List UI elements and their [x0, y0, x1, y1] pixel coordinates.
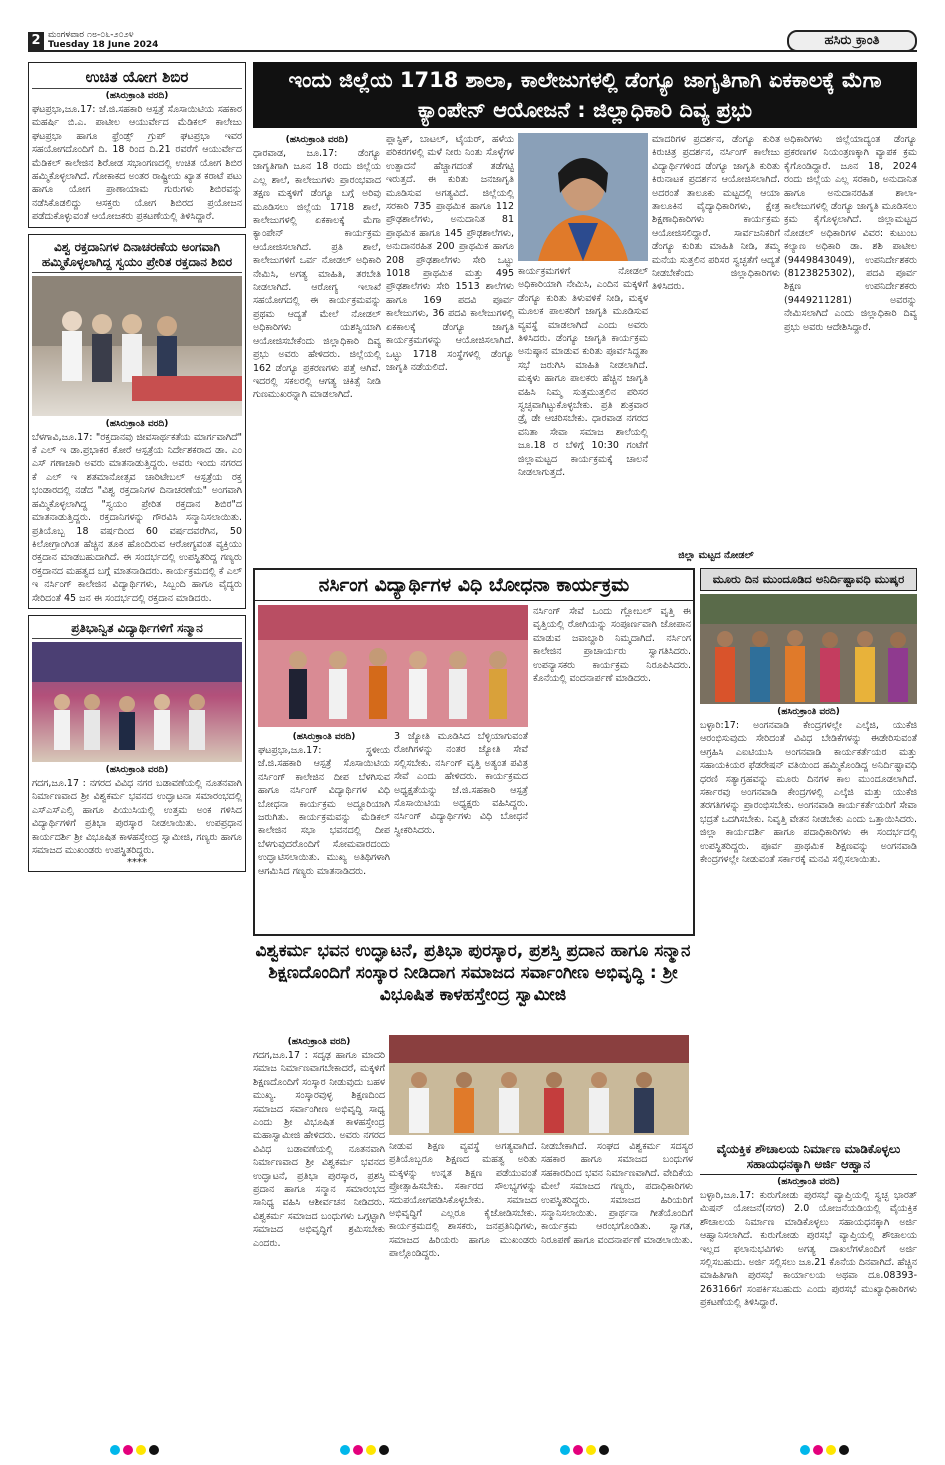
date-kannada: ಮಂಗಳವಾರ ೧೮-೦೬-೨೦೨೪ [48, 30, 134, 40]
blood-donation-photo-icon [32, 276, 242, 416]
dengue-body-5: ಅಧಿಕಾರಿಗಳು ಜಿಲ್ಲೆಯಾದ್ಯಂತ ಡೆಂಗ್ಯೂ ಪ್ರಕರಣಗಳ ನಿಯಂತ್ರಣಕ್ಕಾಗಿ ವ್ಯಾಪಕ ಕ್ರಮ ಕೈಗೊಂಡಿದ್ದಾರೆ. ಜೂನ 18, 2024 ರಂದು ಜಿಲ್ಲೆಯ ಎಲ್ಲ ಸರಕಾರಿ, ಅನುದಾನಿತ ಹಾಗೂ ಅನುದಾನರಹಿತ ಶಾಲಾ-ಕಾಲೇಜುಗಳಲ್ಲಿ ಡೆಂಗ್ಯೂ ಜಾಗೃತಿ ಮೂಡಿಸಲು ಕ್ರಮ ಕೈಗೊಳ್ಳಲಾಗಿದೆ. ಜಿಲ್ಲಾಮಟ್ಟದ ನೋಡಲ್ ಅಧಿಕಾರಿಗಳ ವಿವರ: ಕುಟುಂಬ ಕಲ್ಯಾಣ ಅಧಿಕಾರಿ ಡಾ. ಶಶಿ ಪಾಟೀಲ (9449843049), ಉಪನಿರ್ದೇಶಕರು (8123825302), ಪದವಿ ಪೂರ್ವ ಶಿಕ್ಷಣ ಉಪನಿರ್ದೇಶಕರು (9449211281) ಅವರನ್ನು ನೇಮಿಸಲಾಗಿದೆ ಎಂದು ಜಿಲ್ಲಾಧಿಕಾರಿ ದಿವ್ಯ ಪ್ರಭು ಅವರು ಆದೇಶಿಸಿದ್ದಾರೆ. [784, 134, 917, 333]
registration-marks-center-right [560, 1445, 609, 1457]
vishwakarma-col-1 [253, 1035, 385, 1435]
toilet-byline: (ಹಸಿರುಕ್ರಾಂತಿ ವರದಿ) [777, 1177, 840, 1187]
blood-article [28, 234, 246, 609]
blood-title: ವಿಶ್ವ ರಕ್ತದಾನಿಗಳ ದಿನಾಚರಣೆಯ ಅಂಗವಾಗಿ ಹಮ್ಮಿಕೊಳ್ಳಲಾಗಿದ್ದ ಸ್ವಯಂ ಪ್ರೇರಿತ ರಕ್ತದಾನ ಶಿಬಿರ [32, 238, 242, 273]
issue-date [48, 30, 158, 50]
registration-marks-center-left [340, 1445, 389, 1457]
blood-photo [32, 276, 242, 416]
nursing-ceremony-photo-icon [258, 605, 528, 727]
dengue-body-3: ಕಾರ್ಯಕ್ರಮಗಳಿಗೆ ನೋಡಲ್ ಅಧಿಕಾರಿಯಾಗಿ ನೇಮಿಸಿ, ಎಂದಿನ ಮಕ್ಕಳಿಗೆ ಡೆಂಗ್ಯೂ ಕುರಿತು ತಿಳುವಳಿಕೆ ನೀಡಿ, ಮಕ್ಕಳ ಮೂಲಕ ಪಾಲಕರಿಗೆ ಜಾಗೃತಿ ಮೂಡಿಸುವ ವ್ಯವಸ್ಥೆ ಮಾಡಲಾಗಿದೆ ಎಂದು ಅವರು ತಿಳಿಸಿದರು. ಡೆಂಗ್ಯೂ ಜಾಗೃತಿ ಕಾರ್ಯಕ್ರಮ ಅನುಷ್ಠಾನ ಮಾಡುವ ಕುರಿತು ಪೂರ್ವಸಿದ್ದತಾ ಸಭೆ ಜರುಗಿಸಿ ಮಾಹಿತಿ ನೀಡಲಾಗಿದೆ. ಮಕ್ಕಳು ಹಾಗೂ ಪಾಲಕರು ಹೆಚ್ಚಿನ ಜಾಗೃತಿ ವಹಿಸಿ ನಿಮ್ಮ ಸುತ್ತಮುತ್ತಲಿನ ಪರಿಸರ ಸ್ವಚ್ಛವಾಗಿಟ್ಟುಕೊಳ್ಳಬೇಕು. ಪ್ರತಿ ಶುಕ್ರವಾರ ಡ್ರೈ ಡೇ ಆಚರಿಸಬೇಕು. ಧಾರವಾಡ ನಗರದ ವನಿತಾ ಸೇವಾ ಸಮಾಜ ಶಾಲೆಯಲ್ಲಿ ಜೂ.18 ರ ಬೆಳಿಗ್ಗೆ 10:30 ಗಂಟೆಗೆ ಜಿಲ್ಲಾಮಟ್ಟದ ಕಾರ್ಯಕ್ರಮಕ್ಕೆ ಚಾಲನೆ ನೀಡಲಾಗುತ್ತದೆ. [518, 266, 648, 479]
dengue-col-2 [386, 133, 514, 563]
nursing-col-1 [258, 730, 390, 932]
newspaper-brand: ಹಸಿರು ಕ್ರಾಂತಿ [787, 30, 917, 52]
strike-body: ಬಳ್ಳಾರಿ:17: ಅಂಗನವಾಡಿ ಕೇಂದ್ರಗಳಲ್ಲೇ ಎಲ್ಕೆಜಿ, ಯುಕೆಜಿ ಆರಂಭಿಸುವುದು ಸೇರಿದಂತೆ ವಿವಿಧ ಬೇಡಿಕೆಗಳನ್ನು ಈಡೇರಿಸುವಂತೆ ಆಗ್ರಹಿಸಿ ಎಐಟಿಯುಸಿ ಅಂಗನವಾಡಿ ಕಾರ್ಯಕರ್ತೆಯರ ಮತ್ತು ಸಹಾಯಕಿಯರ ಫೆಡರೇಷನ್ ವತಿಯಿಂದ ಹಮ್ಮಿಕೊಂಡಿದ್ದ ಅನಿರ್ದಿಷ್ಟಾವಧಿ ಧರಣಿ ಸತ್ಯಾಗ್ರಹವನ್ನು ಮೂರು ದಿನಗಳ ಕಾಲ ಮುಂದೂಡಲಾಗಿದೆ. ಸರ್ಕಾರವು ಅಂಗನವಾಡಿ ಕೇಂದ್ರಗಳಲ್ಲಿ ಎಲ್ಕೆಜಿ ಮತ್ತು ಯುಕೆಜಿ ತರಗತಿಗಳನ್ನು ಪ್ರಾರಂಭಿಸಬೇಕು. ಅಂಗನವಾಡಿ ಕಾರ್ಯಕರ್ತೆಯರಿಗೆ ಸೇವಾ ಭದ್ರತೆ ಒದಗಿಸಬೇಕು. ನಿವೃತ್ತಿ ವೇತನ ನೀಡಬೇಕು ಎಂದು ಒತ್ತಾಯಿಸಿದರು. ಜಿಲ್ಲಾ ಕಾರ್ಯದರ್ಶಿ ಹಾಗೂ ಪದಾಧಿಕಾರಿಗಳು ಈ ಸಂದರ್ಭದಲ್ಲಿ ಉಪಸ್ಥಿತರಿದ್ದರು. ಪೂರ್ವ ಪ್ರಾಥಮಿಕ ಶಿಕ್ಷಣವನ್ನು ಅಂಗನವಾಡಿ ಕೇಂದ್ರಗಳಲ್ಲೇ ನೀಡುವಂತೆ ಸರ್ಕಾರಕ್ಕೆ ಮನವಿ ಸಲ್ಲಿಸಲಾಯಿತು. [700, 720, 917, 866]
strike-article [700, 568, 917, 1136]
honor-article [28, 615, 246, 872]
vishwakarma-photo [389, 1035, 689, 1135]
nursing-photo [258, 605, 528, 727]
yoga-body: ಘಟಪ್ರಭಾ,ಜೂ.17: ಜೆ.ಜಿ.ಸಹಕಾರಿ ಆಸ್ಪತ್ರೆ ಸೊಸಾಯಿಟಿಯ ಸಹಕಾರ ಮಹರ್ಷಿ ಬಿ.ಎ. ಪಾಟೀಲ ಆಯುರ್ವೇದ ಮೆಡಿಕಲ್ ಕಾಲೇಜು ಘಟಪ್ರಭಾ ಹಾಗೂ ಫ್ರೆಂಡ್ಸ್ ಗ್ರುಪ್ ಘಟಪ್ರಭಾ ಇವರ ಸಹಯೋಗದೊಂದಿಗೆ ದಿ. 18 ರಿಂದ ದಿ.21 ರವರೆಗೆ ಆಯುರ್ವೇದ ಮೆಡಿಕಲ್ ಕಾಲೇಜಿನ ಶಿರೋಡ ಸಭಾಂಗಣದಲ್ಲಿ ಉಚಿತ ಯೋಗ ಶಿಬಿರ ಹಮ್ಮಿಕೊಳ್ಳಲಾಗಿದೆ. ಗೋಕಾಕದ ಅಂತರ ರಾಷ್ಟ್ರೀಯ ಖ್ಯಾತ ಕರಾಟೆ ಪಟು ಹಾಗೂ ಯೋಗ ಪ್ರಾಣಾಯಾಮ ಗುರುಗಳು ಶಿಬಿರವನ್ನು ನಡೆಸಿಕೊಡಲಿದ್ದು ಆಸಕ್ತರು ಯೋಗ ಶಿಬಿರದ ಪ್ರಯೋಜನ ಪಡೆದುಕೊಳ್ಳುವಂತೆ ಆಯೋಜಕರು ಪ್ರಕಟಣೆಯಲ್ಲಿ ತಿಳಿಸಿದ್ದಾರೆ. [32, 104, 242, 223]
dengue-col-5 [784, 133, 917, 563]
dengue-byline: (ಹಸಿರುಕ್ರಾಂತಿ ವರದಿ) [285, 135, 349, 145]
honor-byline: (ಹಸಿರುಕ್ರಾಂತಿ ವರದಿ) [105, 764, 169, 775]
strike-protest-photo-icon [700, 594, 917, 704]
vishwakarma-byline: (ಹಸಿರುಕ್ರಾಂತಿ ವರದಿ) [287, 1037, 351, 1047]
yoga-byline: (ಹಸಿರುಕ್ರಾಂತಿ ವರದಿ) [105, 91, 169, 101]
nursing-title: ನರ್ಸಿಂಗ ವಿದ್ಯಾರ್ಥಿಗಳ ವಿಧಿ ಬೋಧನಾ ಕಾರ್ಯಕ್ರಮ [255, 570, 693, 601]
nursing-byline: (ಹಸಿರುಕ್ರಾಂತಿ ವರದಿ) [292, 732, 356, 742]
strike-photo [700, 594, 917, 704]
blood-byline: (ಹಸಿರುಕ್ರಾಂತಿ ವರದಿ) [105, 418, 169, 429]
left-column [28, 62, 246, 1432]
dengue-col-1 [253, 133, 381, 563]
nursing-body-2: 3 ಜ್ಯೋತಿ ಮೂಡಿಸಿದ ಬೆಳ್ಳಿಯಾಗುವಂತೆ ರೋಗಿಗಳನ್ನು ನಂತರ ಜ್ಯೋತಿ ಸೇವೆ ಸಲ್ಲಿಸಬೇಕು. ನರ್ಸಿಂಗ್ ವೃತ್ತಿ ಅತ್ಯಂತ ಪವಿತ್ರ ಸೇವೆ ಎಂದು ಹೇಳಿದರು. ಕಾರ್ಯಕ್ರಮದ ಅಧ್ಯಕ್ಷತೆಯನ್ನು ಜೆ.ಜಿ.ಸಹಕಾರಿ ಆಸ್ಪತ್ರೆ ಸೊಸಾಯಿಟಿಯ ಅಧ್ಯಕ್ಷರು ವಹಿಸಿದ್ದರು. ನರ್ಸಿಂಗ್ ವಿದ್ಯಾರ್ಥಿಗಳು ವಿಧಿ ಬೋಧನೆ ಸ್ವೀಕರಿಸಿದರು. [394, 731, 528, 836]
lead-headline: ಇಂದು ಜಿಲ್ಲೆಯ 1718 ಶಾಲಾ, ಕಾಲೇಜುಗಳಲ್ಲಿ ಡೆಂಗ್ಯೂ ಜಾಗೃತಿಗಾಗಿ ಏಕಕಾಲಕ್ಕೆ ಮೆಗಾ ಕ್ಯಾಂಪೇನ್ ಆಯೋಜನೆ : ಜಿಲ್ಲಾಧಿಕಾರಿ ದಿವ್ಯ ಪ್ರಭು [253, 62, 917, 128]
honor-photo [32, 642, 242, 762]
toilet-title: ವೈಯಕ್ತಿಕ ಶೌಚಾಲಯ ನಿರ್ಮಾಣ ಮಾಡಿಕೊಳ್ಳಲು ಸಹಾಯಧನಕ್ಕಾಗಿ ಅರ್ಜಿ ಆಹ್ವಾನ [700, 1142, 917, 1175]
dengue-col-3 [518, 265, 648, 563]
dengue-body-1: ಧಾರವಾಡ, ಜೂ.17: ಡೆಂಗ್ಯೂ ಜಾಗೃತಿಗಾಗಿ ಜೂನ 18 ರಂದು ಜಿಲ್ಲೆಯ ಎಲ್ಲ ಶಾಲೆ, ಕಾಲೇಜುಗಳು ಪ್ರಾರಂಭವಾದ ತಕ್ಷಣ ಮಕ್ಕಳಿಗೆ ಡೆಂಗ್ಯೂ ಬಗ್ಗೆ ಅರಿವು ಮೂಡಿಸಲು ಜಿಲ್ಲೆಯ 1718 ಶಾಲೆ, ಕಾಲೇಜುಗಳಲ್ಲಿ ಏಕಕಾಲಕ್ಕೆ ಮೆಗಾ ಕ್ಯಾಂಪೇನ್ ಕಾರ್ಯಕ್ರಮ ಆಯೋಜಿಸಲಾಗಿದೆ. ಪ್ರತಿ ಶಾಲೆ, ಕಾಲೇಜುಗಳಿಗೆ ಒರ್ವ ನೋಡಲ್ ಅಧಿಕಾರಿ ನೇಮಿಸಿ, ಅಗತ್ಯ ಮಾಹಿತಿ, ತರಬೇತಿ ನೀಡಲಾಗಿದೆ. ಆರೋಗ್ಯ ಇಲಾಖೆ ಸಹಯೋಗದಲ್ಲಿ ಈ ಕಾರ್ಯಕ್ರಮವನ್ನು ಪ್ರಥಮ ಆದ್ಯತೆ ಮೇಲೆ ನೋಡಲ್ ಅಧಿಕಾರಿಗಳು ಯಶಸ್ವಿಯಾಗಿ ಆಯೋಜಿಸಬೇಕೆಂದು ಜಿಲ್ಲಾಧಿಕಾರಿ ದಿವ್ಯ ಪ್ರಭು ಅವರು ಹೇಳಿದರು. ಜಿಲ್ಲೆಯಲ್ಲಿ 162 ಡೆಂಗ್ಯೂ ಪ್ರಕರಣಗಳು ಪತ್ತೆ ಆಗಿವೆ. ಇದರಲ್ಲಿ ಸಕಲರಲ್ಲಿ ಆಗತ್ಯ ಚಿಕಿತ್ಸೆ ನೀಡಿ ಗುಣಮುಖರನ್ನಾಗಿ ಮಾಡಲಾಗಿದೆ. [253, 148, 381, 401]
dengue-body-4: ಮಾದರಿಗಳ ಪ್ರದರ್ಶನ, ಡೆಂಗ್ಯೂ ಕುರಿತ ಕಿರುಚಿತ್ರ ಪ್ರದರ್ಶನ, ನರ್ಸಿಂಗ್ ಕಾಲೇಜು ವಿದ್ಯಾರ್ಥಿಗಳಿಂದ ಡೆಂಗ್ಯೂ ಜಾಗೃತಿ ಕುರಿತು ಕಿರುನಾಟಕ ಪ್ರದರ್ಶನ ಆಯೋಜಿಸಲಾಗಿದೆ. ಅದರಂತೆ ತಾಲೂಕು ಮಟ್ಟದಲ್ಲಿ ಆಯಾ ತಾಲೂಕಿನ ವೈದ್ಯಾಧಿಕಾರಿಗಳು, ಕ್ಷೇತ್ರ ಶಿಕ್ಷಣಾಧಿಕಾರಿಗಳು ಕಾರ್ಯಕ್ರಮ ಆಯೋಜಿಸಲಿದ್ದಾರೆ. ಸಾರ್ವಜನಿಕರಿಗೆ ಡೆಂಗ್ಯೂ ಕುರಿತು ಮಾಹಿತಿ ನೀಡಿ, ತಮ್ಮ ಮನೆಯ ಸುತ್ತಲಿನ ಪರಿಸರ ಸ್ವಚ್ಛತೆಗೆ ಆದ್ಯತೆ ನೀಡಬೇಕೆಂದು ಜಿಲ್ಲಾಧಿಕಾರಿಗಳು ತಿಳಿಸಿದರು. [652, 134, 780, 293]
vishwakarma-body-1: ಗದಗ,ಜೂ.17 : ಸದೃಢ ಹಾಗೂ ಮಾದರಿ ಸಮಾಜ ನಿರ್ಮಾಣವಾಗಬೇಕಾದರೆ, ಮಕ್ಕಳಿಗೆ ಶಿಕ್ಷಣದೊಂದಿಗೆ ಸಂಸ್ಕಾರ ನೀಡುವುದು ಬಹಳ ಮುಖ್ಯ. ಸಂಸ್ಕಾರವುಳ್ಳ ಶಿಕ್ಷಣದಿಂದ ಸಮಾಜದ ಸರ್ವಾಂಗೀಣ ಅಭಿವೃದ್ಧಿ ಸಾಧ್ಯ ಎಂದು ಶ್ರೀ ವಿಭೂಷಿತ ಕಾಳಹಸ್ತೇಂದ್ರ ಮಹಾಸ್ವಾಮೀಜಿ ಹೇಳಿದರು. ಅವರು ನಗರದ ವಿವಿಧ ಬಡಾವಣೆಯಲ್ಲಿ ನೂತನವಾಗಿ ನಿರ್ಮಾಣವಾದ ಶ್ರೀ ವಿಶ್ವಕರ್ಮ ಭವನದ ಉದ್ಘಾಟನೆ, ಪ್ರತಿಭಾ ಪುರಸ್ಕಾರ, ಪ್ರಶಸ್ತಿ ಪ್ರದಾನ ಹಾಗೂ ಸನ್ಮಾನ ಸಮಾರಂಭದ ಸಾನಿಧ್ಯ ವಹಿಸಿ ಆಶೀರ್ವಚನ ನೀಡಿದರು. ವಿಶ್ವಕರ್ಮ ಸಮಾಜದ ಬಂಧುಗಳು ಒಗ್ಗಟ್ಟಾಗಿ ಸಮಾಜದ ಅಭಿವೃದ್ಧಿಗೆ ಶ್ರಮಿಸಬೇಕು ಎಂದರು. [253, 1050, 385, 1249]
toilet-body: ಬಳ್ಳಾರಿ,ಜೂ.17: ಕುರುಗೋಡು ಪುರಸಭೆ ವ್ಯಾಪ್ತಿಯಲ್ಲಿ ಸ್ವಚ್ಛ ಭಾರತ್ ಮಿಷನ್ ಯೋಜನೆ(ನಗರ) 2.0 ಯೋಜನೆಯಡಿಯಲ್ಲಿ ವೈಯಕ್ತಿಕ ಶೌಚಾಲಯ ನಿರ್ಮಾಣ ಮಾಡಿಕೊಳ್ಳಲು ಸಹಾಯಧನಕ್ಕಾಗಿ ಅರ್ಜಿ ಆಹ್ವಾನಿಸಲಾಗಿದೆ. ಕುರುಗೋಡು ಪುರಸಭೆ ವ್ಯಾಪ್ತಿಯಲ್ಲಿ ಶೌಚಾಲಯ ಇಲ್ಲದ ಫಲಾನುಭವಿಗಳು ಅಗತ್ಯ ದಾಖಲೆಗಳೊಂದಿಗೆ ಅರ್ಜಿ ಸಲ್ಲಿಸಬಹುದು. ಅರ್ಜಿ ಸಲ್ಲಿಸಲು ಜೂ.21 ಕೊನೆಯ ದಿನವಾಗಿದೆ. ಹೆಚ್ಚಿನ ಮಾಹಿತಿಗಾಗಿ ಪುರಸಭೆ ಕಾರ್ಯಾಲಯ ಅಥವಾ ದೂ.08393-263166ಗೆ ಸಂಪರ್ಕಿಸಬಹುದು ಎಂದು ಪುರಸಭೆ ಮುಖ್ಯಾಧಿಕಾರಿಗಳು ಪ್ರಕಟಣೆಯಲ್ಲಿ ತಿಳಿಸಿದ್ದಾರೆ. [700, 1190, 917, 1309]
dengue-col-4 [652, 133, 780, 548]
vishwakarma-body-3: ನೀಡಬೇಕಾಗಿದೆ. ಸಂಘದ ವಿಶ್ವಕರ್ಮ ಸದಸ್ಯರ ಸಹಕಾರ ಹಾಗೂ ಸಮಾಜದ ಬಂಧುಗಳ ಸಹಕಾರದಿಂದ ಭವನ ನಿರ್ಮಾಣವಾಗಿದೆ. ವೇದಿಕೆಯ ಮೇಲೆ ಸಮಾಜದ ಗಣ್ಯರು, ಪದಾಧಿಕಾರಿಗಳು ಉಪಸ್ಥಿತರಿದ್ದರು. ಸಮಾಜದ ಹಿರಿಯರಿಗೆ ಸನ್ಮಾನಿಸಲಾಯಿತು. ಪ್ರಾರ್ಥನಾ ಗೀತೆಯೊಂದಿಗೆ ಕಾರ್ಯಕ್ರಮ ಆರಂಭಗೊಂಡಿತು. ಸ್ವಾಗತ, ನಿರೂಪಣೆ ಹಾಗೂ ವಂದನಾರ್ಪಣೆ ಮಾಡಲಾಯಿತು. [541, 1141, 693, 1246]
vishwakarma-ceremony-photo-icon [389, 1035, 689, 1135]
strike-title: ಮೂರು ದಿನ ಮುಂದೂಡಿದ ಅನಿರ್ದಿಷ್ಟಾವಧಿ ಮುಷ್ಕರ [700, 568, 917, 591]
nursing-body-3: ನರ್ಸಿಂಗ್ ಸೇವೆ ಒಂದು ಗ್ಲೋಬಲ್ ವೃತ್ತಿ ಈ ವೃತ್ತಿಯಲ್ಲಿ ರೋಗಿಯನ್ನು ಸಂಪೂರ್ಣವಾಗಿ ಜೋಪಾನ ಮಾಡುವ ಜವಾಬ್ದಾರಿ ನಿಮ್ಮದಾಗಿದೆ. ನರ್ಸಿಂಗ ಕಾಲೇಜಿನ ಪ್ರಾಚಾರ್ಯರು ಸ್ವಾಗತಿಸಿದರು. ಉಪನ್ಯಾಸಕರು ಕಾರ್ಯಕ್ರಮ ನಿರೂಪಿಸಿದರು. ಕೊನೆಯಲ್ಲಿ ವಂದನಾರ್ಪಣೆ ಮಾಡಿದರು. [533, 606, 691, 685]
nursing-col-2 [394, 730, 528, 932]
honor-body: ಗದಗ,ಜೂ.17 : ನಗರದ ವಿವಿಧ ನಗರ ಬಡಾವಣೆಯಲ್ಲಿ ನೂತನವಾಗಿ ನಿರ್ಮಾಣವಾದ ಶ್ರೀ ವಿಶ್ವಕರ್ಮ ಭವನದ ಉದ್ಘಾಟನಾ ಸಮಾರಂಭದಲ್ಲಿ ಎಸ್ಎಸ್ಎಲ್ಸಿ ಹಾಗೂ ಪಿಯುಸಿಯಲ್ಲಿ ಉತ್ತಮ ಅಂಕ ಗಳಿಸಿದ ವಿದ್ಯಾರ್ಥಿಗಳಿಗೆ ಪ್ರತಿಭಾ ಪುರಸ್ಕಾರ ನೀಡಲಾಯಿತು. ಉಪಪ್ರಧಾನ ಕಾರ್ಯದರ್ಶಿ ಶ್ರೀ ವಿಭೂಷಿತ ಕಾಳಹಸ್ತೇಂದ್ರ ಸ್ವಾಮೀಜಿ, ಗಣ್ಯರು ಹಾಗೂ ಸಮಾಜದ ಮುಖಂಡರು ಉಪಸ್ಥಿತರಿದ್ದರು. [32, 777, 242, 856]
nursing-body-1: ಘಟಪ್ರಭಾ,ಜೂ.17: ಸ್ಥಳೀಯ ಜೆ.ಜಿ.ಸಹಕಾರಿ ಆಸ್ಪತ್ರೆ ಸೊಸಾಯಿಟಿಯ ನರ್ಸಿಂಗ್ ಕಾಲೇಜಿನ ದೀಪ ಬೆಳಗಿಸುವ ಹಾಗೂ ನರ್ಸಿಂಗ್ ವಿದ್ಯಾರ್ಥಿಗಳ ವಿಧಿ ಬೋಧನಾ ಕಾರ್ಯಕ್ರಮ ಅದ್ದೂರಿಯಾಗಿ ಜರುಗಿತು. ಕಾರ್ಯಕ್ರಮವನ್ನು ಮೆಡಿಕಲ್ ಕಾಲೇಜಿನ ಸಭಾ ಭವನದಲ್ಲಿ ದೀಪ ಬೆಳಗುವುದರೊಂದಿಗೆ ಸೋಮವಾರದಂದು ಉದ್ಘಾಟಿಸಲಾಯಿತು. ಮುಖ್ಯ ಅತಿಥಿಗಳಾಗಿ ಆಗಮಿಸಿದ ಗಣ್ಯರು ಮಾತನಾಡಿದರು. [258, 745, 390, 877]
honor-ceremony-photo-icon [32, 642, 242, 762]
strike-byline: (ಹಸಿರುಕ್ರಾಂತಿ ವರದಿ) [777, 707, 840, 717]
dengue-footer: ಜಿಲ್ಲಾ ಮಟ್ಟದ ನೋಡಲ್ [678, 550, 754, 561]
blood-body: ಬೆಳಗಾವಿ,ಜೂ.17: "ರಕ್ತದಾನವು ಜೀವಸಾರ್ಥಕತೆಯ ಮಾರ್ಗವಾಗಿದೆ" ಕೆ ಎಲ್ ಇ ಡಾ.ಪ್ರಭಾಕರ ಕೋರೆ ಆಸ್ಪತ್ರೆಯ ನಿರ್ದೇಶಕರಾದ ಡಾ. ಎಂ ಎಸ್ ಗಣಾಚಾರಿ ಅವರು ಮಾತನಾಡುತ್ತಿದ್ದರು. ಅವರು ಇಂದು ನಗರದ ಕೆ ಎಲ್ ಇ ಶತಮಾನೋತ್ಸವ ಚಾರಿಟೇಬಲ್ ಆಸ್ಪತ್ರೆಯ ರಕ್ತ ಭಂಡಾರದಲ್ಲಿ ನಡೆದ "ವಿಶ್ವ ರಕ್ತದಾನಿಗಳ ದಿನಾಚರಣೆಯ" ಅಂಗವಾಗಿ ಹಮ್ಮಿಕೊಳ್ಳಲಾಗಿದ್ದ "ಸ್ವಯಂ ಪ್ರೇರಿತ ರಕ್ತದಾನ ಶಿಬಿರ"ದ ಮಾತನಾಡುತ್ತಿದ್ದರು. ರಕ್ತದಾನಿಗಳನ್ನು ಗೌರವಿಸಿ ಸನ್ಮಾನಿಸಲಾಯಿತು. ಪ್ರತಿಯೊಬ್ಬ 18 ವರ್ಷದಿಂದ 60 ವರ್ಷದವರೆಗಿನ, 50 ಕಿಲೋಗ್ರಾಂಗಿಂತ ಹೆಚ್ಚಿನ ತೂಕ ಹೊಂದಿರುವ ಆರೋಗ್ಯವಂತ ವ್ಯಕ್ತಿಯು ರಕ್ತದಾನ ಮಾಡಬಹುದಾಗಿದೆ. ಈ ಸಂದರ್ಭದಲ್ಲಿ ಉಪಸ್ಥಿತರಿದ್ದ ಗಣ್ಯರು ರಕ್ತದಾನದ ಮಹತ್ವದ ಬಗ್ಗೆ ಮಾತನಾಡಿದರು. ಕಾರ್ಯಕ್ರಮದಲ್ಲಿ ಕೆ ಎಲ್ ಇ ನರ್ಸಿಂಗ್ ಕಾಲೇಜಿನ ವಿದ್ಯಾರ್ಥಿಗಳು, ಸಿಬ್ಬಂದಿ ಹಾಗೂ ವೈದ್ಯರು ಸೇರಿದಂತೆ 45 ಜನ ಈ ಸಂದರ್ಭದಲ್ಲಿ ರಕ್ತದಾನ ಮಾಡಿದರು. [32, 431, 242, 604]
collector-portrait [518, 133, 648, 261]
page-header [28, 30, 917, 52]
honor-title: ಪ್ರತಿಭಾನ್ವಿತ ವಿದ್ಯಾರ್ಥಿಗಳಿಗೆ ಸನ್ಮಾನ [32, 619, 242, 639]
yoga-article [28, 62, 246, 228]
vishwakarma-headline: ವಿಶ್ವಕರ್ಮ ಭವನ ಉದ್ಘಾಟನೆ, ಪ್ರತಿಭಾ ಪುರಸ್ಕಾರ, ಪ್ರಶಸ್ತಿ ಪ್ರದಾನ ಹಾಗೂ ಸನ್ಮಾನ ಶಿಕ್ಷಣದೊಂದಿಗೆ ಸಂಸ್ಕಾರ ನೀಡಿದಾಗ ಸಮಾಜದ ಸರ್ವಾಂಗೀಣ ಅಭಿವೃದ್ಧಿ : ಶ್ರೀ ವಿಭೂಷಿತ ಕಾಳಹಸ್ತೇಂದ್ರ ಸ್ವಾಮೀಜಿ [255, 941, 691, 1005]
vishwakarma-body-2: ನೀಡುವ ಶಿಕ್ಷಣ ವ್ಯವಸ್ಥೆ ಅಗತ್ಯವಾಗಿದೆ. ಪ್ರತಿಯೊಬ್ಬರೂ ಶಿಕ್ಷಣದ ಮಹತ್ವ ಅರಿತು ಮಕ್ಕಳನ್ನು ಉನ್ನತ ಶಿಕ್ಷಣ ಪಡೆಯುವಂತೆ ಪ್ರೋತ್ಸಾಹಿಸಬೇಕು. ಸರ್ಕಾರದ ಸೌಲಭ್ಯಗಳನ್ನು ಸದುಪಯೋಗಪಡಿಸಿಕೊಳ್ಳಬೇಕು. ಸಮಾಜದ ಅಭಿವೃದ್ಧಿಗೆ ಎಲ್ಲರೂ ಕೈಜೋಡಿಸಬೇಕು. ಕಾರ್ಯಕ್ರಮದಲ್ಲಿ ಶಾಸಕರು, ಜನಪ್ರತಿನಿಧಿಗಳು, ಸಮಾಜದ ಹಿರಿಯರು ಹಾಗೂ ಮುಖಂಡರು ಪಾಲ್ಗೊಂಡಿದ್ದರು. [389, 1141, 537, 1260]
collector-portrait-icon [518, 133, 648, 261]
page-number: 2 [28, 32, 44, 50]
nursing-col-3 [533, 605, 691, 932]
end-mark: **** [127, 857, 147, 869]
dengue-body-2: ಪ್ಲಾಸ್ಟಿಕ್, ಬಾಟಲ್, ಟೈಯರ್, ಹಳೆಯ ಪರಿಕರಗಳಲ್ಲಿ ಮಳೆ ನೀರು ನಿಂತು ಸೊಳ್ಳೆಗಳ ಉತ್ಪಾದನೆ ಹೆಚ್ಚಾಗದಂತೆ ತಡೆಗಟ್ಟಿ ಇರುತ್ತದೆ. ಈ ಕುರಿತು ಜನಜಾಗೃತಿ ಮೂಡಿಸುವ ಅಗತ್ಯವಿದೆ. ಜಿಲ್ಲೆಯಲ್ಲಿ ಸರಕಾರಿ 735 ಪ್ರಾಥಮಿಕ ಹಾಗೂ 112 ಪ್ರೌಢಶಾಲೆಗಳು, ಅನುದಾನಿತ 81 ಪ್ರಾಥಮಿಕ ಹಾಗೂ 145 ಪ್ರೌಢಶಾಲೆಗಳು, ಅನುದಾನರಹಿತ 200 ಪ್ರಾಥಮಿಕ ಹಾಗೂ 208 ಪ್ರೌಢಶಾಲೆಗಳು ಸೇರಿ ಒಟ್ಟು 1018 ಪ್ರಾಥಮಿಕ ಮತ್ತು 495 ಪ್ರೌಢಶಾಲೆಗಳು ಸೇರಿ 1513 ಶಾಲೆಗಳು ಹಾಗೂ 169 ಪದವಿ ಪೂರ್ವ ಕಾಲೇಜುಗಳು, 36 ಪದವಿ ಕಾಲೇಜುಗಳಲ್ಲಿ ಏಕಕಾಲಕ್ಕೆ ಡೆಂಗ್ಯೂ ಜಾಗೃತಿ ಕಾರ್ಯಕ್ರಮಗಳನ್ನು ಆಯೋಜಿಸಲಾಗಿದೆ. ಒಟ್ಟು 1718 ಸಂಸ್ಥೆಗಳಲ್ಲಿ ಡೆಂಗ್ಯೂ ಜಾಗೃತಿ ನಡೆಯಲಿದೆ. [386, 134, 514, 373]
vishwakarma-col-2 [389, 1140, 537, 1435]
vishwakarma-col-3 [541, 1140, 693, 1435]
date-english: Tuesday 18 June 2024 [48, 40, 159, 50]
registration-marks-left [110, 1445, 159, 1457]
yoga-title: ಉಚಿತ ಯೋಗ ಶಿಬಿರ [32, 66, 242, 89]
toilet-article [700, 1142, 917, 1435]
registration-marks-right [800, 1445, 849, 1457]
